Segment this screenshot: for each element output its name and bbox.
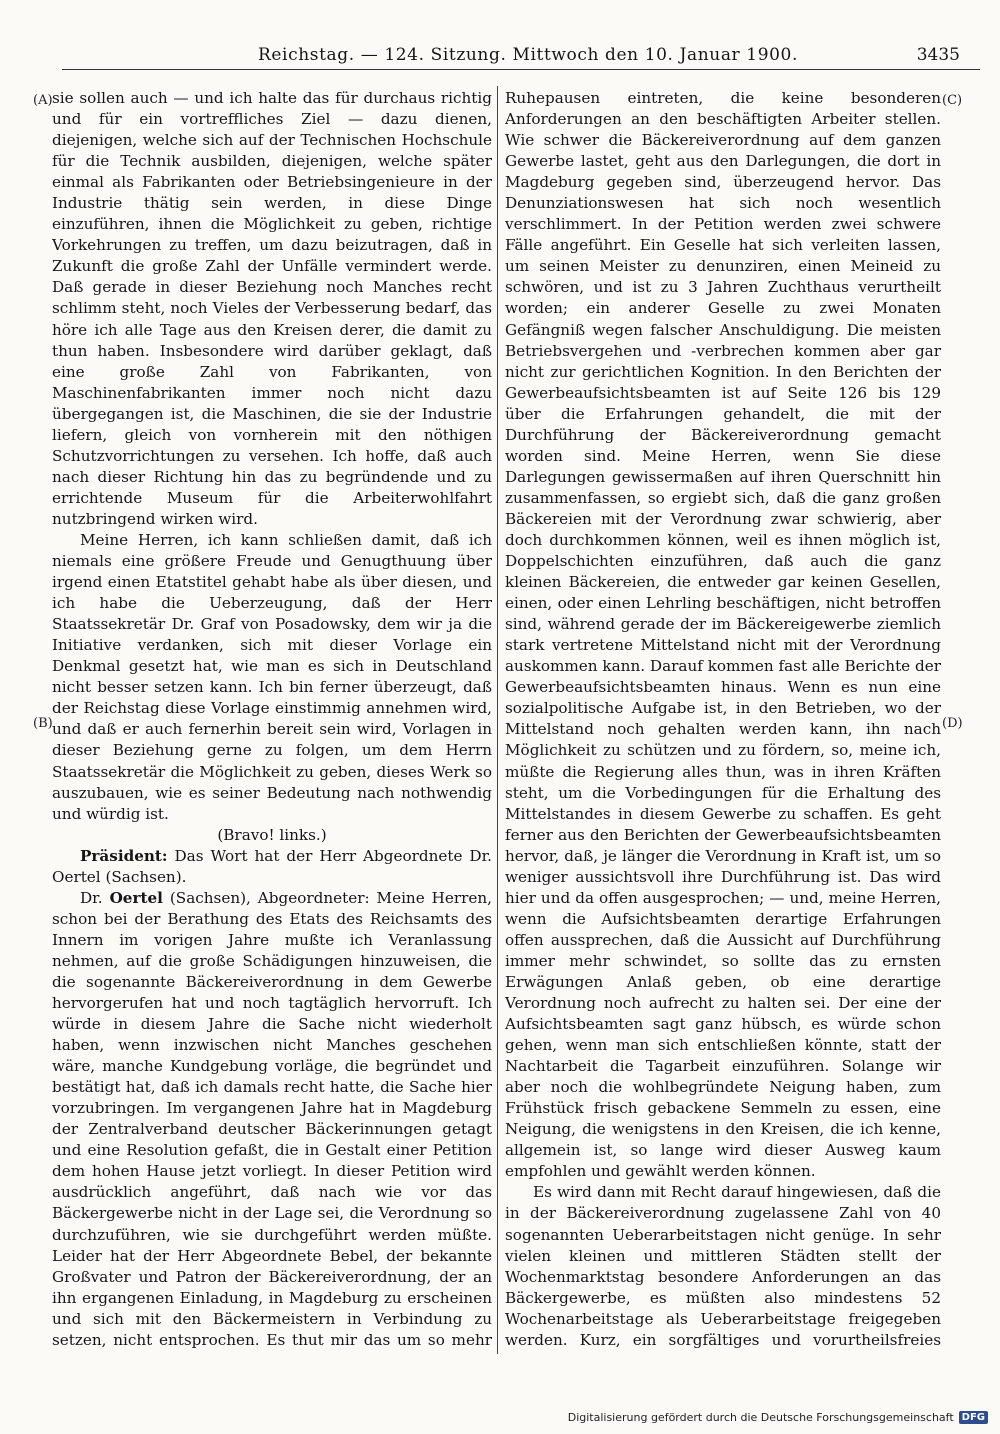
dfg-logo-icon: DFG [959, 1411, 988, 1424]
president-statement [52, 846, 492, 888]
speaker-label: Präsident: [80, 846, 168, 865]
speaker-title: Dr. [80, 888, 110, 907]
footer [568, 1411, 988, 1424]
margin-marker-d: (D) [942, 716, 963, 731]
applause-note: (Bravo! links.) [217, 825, 327, 844]
footer-credit: Digitalisierung gefördert durch die Deutsche Forschungsgemeinschaft [567, 1411, 954, 1424]
margin-marker-c: (C) [942, 93, 963, 108]
margin-marker-a: (A) [33, 93, 53, 108]
page-header [30, 40, 990, 70]
paragraph: sie sollen auch — und ich halte das für durchaus richtig und für ein vortreffliches Ziel — dazu dienen, diejenigen, welche sich auf der Technischen Hochschule für die Technik ausbilden, diejenigen, welche später einmal als Fabrikanten oder Betriebsingenieure in der Industrie thätig sein werden, in diese Dinge einzuführen, ihnen die Möglichkeit zu geben, richtige Vorkehrungen zu treffen, um dazu beizutragen, daß in Zukunft die große Zahl der Unfälle vermindert werde. Daß gerade in dieser Beziehung noch Manches recht schlimm steht, noch Vieles der Verbesserung bedarf, das höre ich alle Tage aus den Kreisen derer, die damit zu thun haben. Insbesondere wird darüber geklagt, daß eine große Zahl von Fabrikanten, von Maschinenfabrikanten immer noch nicht dazu übergegangen ist, die Maschinen, die sie der Industrie liefern, gleich von vornherein mit den nöthigen Schutzvorrichtungen zu versehen. Ich hoffe, daß auch nach dieser Richtung hin das zu begründende und zu errichtende Museum für die Arbeiterwohlfahrt nutzbringend wirken wird. [52, 89, 492, 528]
speech-text: (Sachsen), Abgeordneter: Meine Herren, schon bei der Berathung des Etats des Reichsamts des Innern im vorigen Jahre mußte ich Veranlassung nehmen, auf die große Schädigungen hinzuweisen, die die sogenannte Bäckereiverordnung in dem Gewerbe hervorgerufen hat und noch tagtäglich hervorruft. Ich würde in diesem Jahre die Sache nicht wiederholt haben, wenn inzwischen nicht Manches geschehen wäre, manche Kundgebung vorläge, die begründet und bestätigt hat, daß ich damals recht hatte, die Sache hier vorzubringen. Im vergangenen Jahre hat in Magdeburg der Zentralverband deutscher Bäckerinnungen getagt und eine Resolution gefaßt, die in Gestalt einer Petition dem hohen Hause jetzt vorliegt. In dieser Petition wird ausdrücklich angeführt, daß nach wie vor das Bäckergewerbe nicht in der Lage sei, die Verordnung so durchzuführen, wie sie durchgeführt werden müßte. Leider hat der Herr Abgeordnete Bebel, der bekannte Großvater und Patron der Bäckereiverordnung, der an ihn ergangenen Einladung, in Magdeburg zu erscheinen und sich mit den Bäckermeistern in Verbindung zu setzen, nicht entsprochen. Es thut mir das um so mehr [52, 888, 492, 1349]
right-column [505, 88, 941, 1350]
margin-marker-b: (B) [33, 716, 53, 731]
page-number: 3435 [916, 45, 960, 65]
paragraph: Es wird dann mit Recht darauf hingewiesen, daß die in der Bäckereiverordnung zugelassene Zahl von 40 sogenannten Ueberarbeitstagen nicht genüge. In sehr vielen kleinen und mittleren Städten stellt der Wochenmarktstag besondere Anforderungen an das Bäckergewerbe, es müßten also mindestens 52 Wochenarbeitstage als Ueberarbeitstage freigegeben werden. Kurz, ein sorgfältiges und vorurtheilsfreies [505, 1183, 941, 1349]
running-title: Reichstag. — 124. Sitzung. Mittwoch den 10. Januar 1900. [258, 45, 798, 65]
paragraph: Ruhepausen eintreten, die keine besonderen Anforderungen an den beschäftigten Arbeiter stellen. Wie schwer die Bäckereiverordnung auf dem ganzen Gewerbe lastet, geht aus den Darlegungen, die dort in Magdeburg gegeben sind, überzeugend hervor. Das Denunziationswesen hat sich noch wesentlich verschlimmert. In der Petition werden zwei schwere Fälle angeführt. Ein Geselle hat sich verleiten lassen, um seinen Meister zu denunziren, einen Meineid zu schwören, und ist zu 3 Jahren Zuchthaus verurtheilt worden; ein anderer Geselle zu zwei Monaten Gefängniß wegen falscher Anschuldigung. Die meisten Betriebsvergehen und -verbrechen kommen aber gar nicht zur gerichtlichen Kognition. In den Berichten der Gewerbeaufsichtsbeamten ist auf Seite 126 bis 129 über die Erfahrungen gehandelt, die mit der Durchführung der Bäckereiverordnung gemacht worden sind. Meine Herren, wenn Sie diese Darlegungen gewissermaßen auf ihren Querschnitt hin zusammenfassen, so ergiebt sich, daß die ganz großen Bäckereien mit der Verordnung zwar schwierig, aber doch durchkommen können, weil es ihnen möglich ist, Doppelschichten einzuführen, daß auch die ganz kleinen Bäckereien, die entweder gar keinen Gesellen, einen, oder einen Lehrling beschäftigen, nicht betroffen sind, während gerade der im Bäckereigewerbe ziemlich stark vertretene Mittelstand nicht mit der Verordnung auskommen kann. Darauf kommen fast alle Berichte der Gewerbeaufsichtsbeamten hinaus. Wenn es nun eine sozialpolitische Aufgabe ist, in den Betrieben, wo der Mittelstand noch gehalten werden kann, ihn nach Möglichkeit zu schützen und zu fördern, so, meine ich, müßte die Regierung alles thun, was in ihren Kräften steht, um die Vorbedingungen für die Erhaltung des Mittelstandes in diesem Gewerbe zu schaffen. Es geht ferner aus den Berichten der Gewerbeaufsichtsbeamten hervor, daß, je länger die Verordnung in Kraft ist, um so weniger aussichtsvoll ihre Durchführung ist. Das wird hier und da offen ausgesprochen; — und, meine Herren, wenn die Aufsichtsbeamten derartige Erfahrungen offen aussprechen, daß die Aussicht auf Durchführung immer mehr schwindet, so sollte das zu ernsten Erwägungen Anlaß geben, ob eine derartige Verordnung noch aufrecht zu halten sei. Der eine der Aufsichtsbeamten sagt ganz hübsch, es würde schon gehen, wenn man sich entschließen könnte, statt der Nachtarbeit die Tagarbeit einzuführen. Solange wir aber noch die wohlbegründete Neigung haben, zum Frühstück frisch gebackene Semmeln zu essen, eine Neigung, die wenigstens in den Kreisen, die ich kenne, allgemein ist, so lange wird dieser Ausweg kaum empfohlen und gewählt werden können. [505, 89, 941, 1181]
speech-paragraph [52, 888, 492, 1350]
paragraph: Meine Herren, ich kann schließen damit, daß ich niemals eine größere Freude und Genugthuung über irgend einen Etatstitel gehabt habe als über diesen, und ich habe die Ueberzeugung, daß der Herr Staatssekretär Dr. Graf von Posadowsky, dem wir ja die Initiative verdanken, sich mit dieser Vorlage ein Denkmal gesetzt hat, wie man es sich in Deutschland nicht besser setzen kann. Ich bin ferner überzeugt, daß der Reichstag diese Vorlage einstimmig annehmen wird, und daß er auch fernerhin bereit sein wird, Vorlagen in dieser Beziehung gerne zu folgen, um dem Herrn Staatssekretär die Möglichkeit zu geben, dieses Werk so auszubauen, wie es seiner Bedeutung nach nothwendig und würdig ist. [52, 530, 492, 823]
header-rule [62, 69, 980, 70]
column-divider [497, 86, 498, 1354]
speaker-name: Oertel [109, 888, 163, 907]
left-column [52, 88, 492, 1350]
statement-text: Das Wort hat der Herr Abgeordnete Dr. Oertel (Sachsen). [52, 846, 492, 886]
